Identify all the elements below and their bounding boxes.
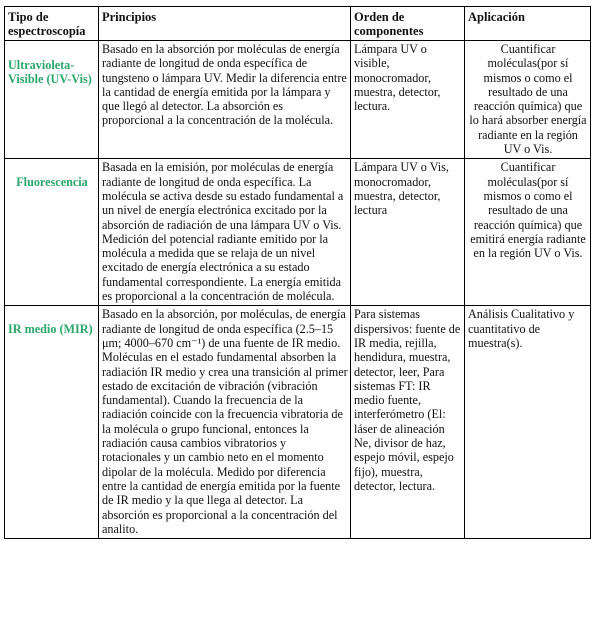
row-application: Análisis Cualitativo y cuantitativo de muestra(s).	[465, 306, 591, 539]
row-principles: Basada en la emisión, por moléculas de energía radiante de longitud de onda específica. La molécula se activa desde su estado fundamental a un nivel de energía electrónica excitado por la absorción de radiación de una lámpara UV o Vis. Medición del potencial radiante emitido por la molécula a medida que se relaja de un nivel excitado de energía electrónica a su estado fundamental correspondiente. La energía emitida es proporcional a la concentración de molécula.	[99, 159, 351, 306]
spectroscopy-table	[4, 6, 591, 539]
row-type-ir-medio: IR medio (MIR)	[5, 306, 99, 539]
row-application: Cuantificar moléculas(por sí mismos o como el resultado de una reacción química) que lo hará absorber energía radiante en la región UV o Vis.	[465, 41, 591, 159]
header-type: Tipo de espectroscopía	[5, 7, 99, 41]
header-components: Orden de componentes	[351, 7, 465, 41]
row-components: Para sistemas dispersivos: fuente de IR media, rejilla, hendidura, muestra, detector, leer, Para sistemas FT: IR medio fuente, interferómetro (El: láser de alineación Ne, divisor de haz, espejo móvil, espejo fijo), muestra, detector, lectura.	[351, 306, 465, 539]
row-components: Lámpara UV o Vis, monocromador, muestra, detector, lectura	[351, 159, 465, 306]
header-principles: Principios	[99, 7, 351, 41]
row-application: Cuantificar moléculas(por sí mismos o como el resultado de una reacción química) que emitirá energía radiante en la región UV o Vis.	[465, 159, 591, 306]
table-row	[5, 306, 591, 539]
row-type-uv-vis: Ultravioleta-Visible (UV-Vis)	[5, 41, 99, 159]
table-row	[5, 159, 591, 306]
table-header-row	[5, 7, 591, 41]
row-principles: Basado en la absorción, por moléculas, de energía radiante de longitud de onda específica (2.5–15 μm; 4000–670 cm⁻¹) de una fuente de IR medio. Moléculas en el estado fundamental absorben la radiación IR medio y crea una transición al primer estado de excitación de vibración (vibración fundamental). Cuando la frecuencia de la radiación coincide con la frecuencia vibratoria de la molécula o grupo funcional, entonces la radiación causa cambios vibratorios y rotacionales y un cambio neto en el momento dipolar de la molécula. Medido por diferencia entre la cantidad de energía emitida por la fuente de IR medio y la que llega al detector. La absorción es proporcional a la concentración del analito.	[99, 306, 351, 539]
table-row	[5, 41, 591, 159]
header-application: Aplicación	[465, 7, 591, 41]
row-components: Lámpara UV o visible, monocromador, muestra, detector, lectura.	[351, 41, 465, 159]
row-type-fluorescencia: Fluorescencia	[5, 159, 99, 306]
row-principles: Basado en la absorción por moléculas de energía radiante de longitud de onda específica de tungsteno o lámpara UV. Medir la diferencia entre la cantidad de energía emitida por la lámpara y que llegó al detector. La absorción es proporcional a la concentración de la molécula.	[99, 41, 351, 159]
